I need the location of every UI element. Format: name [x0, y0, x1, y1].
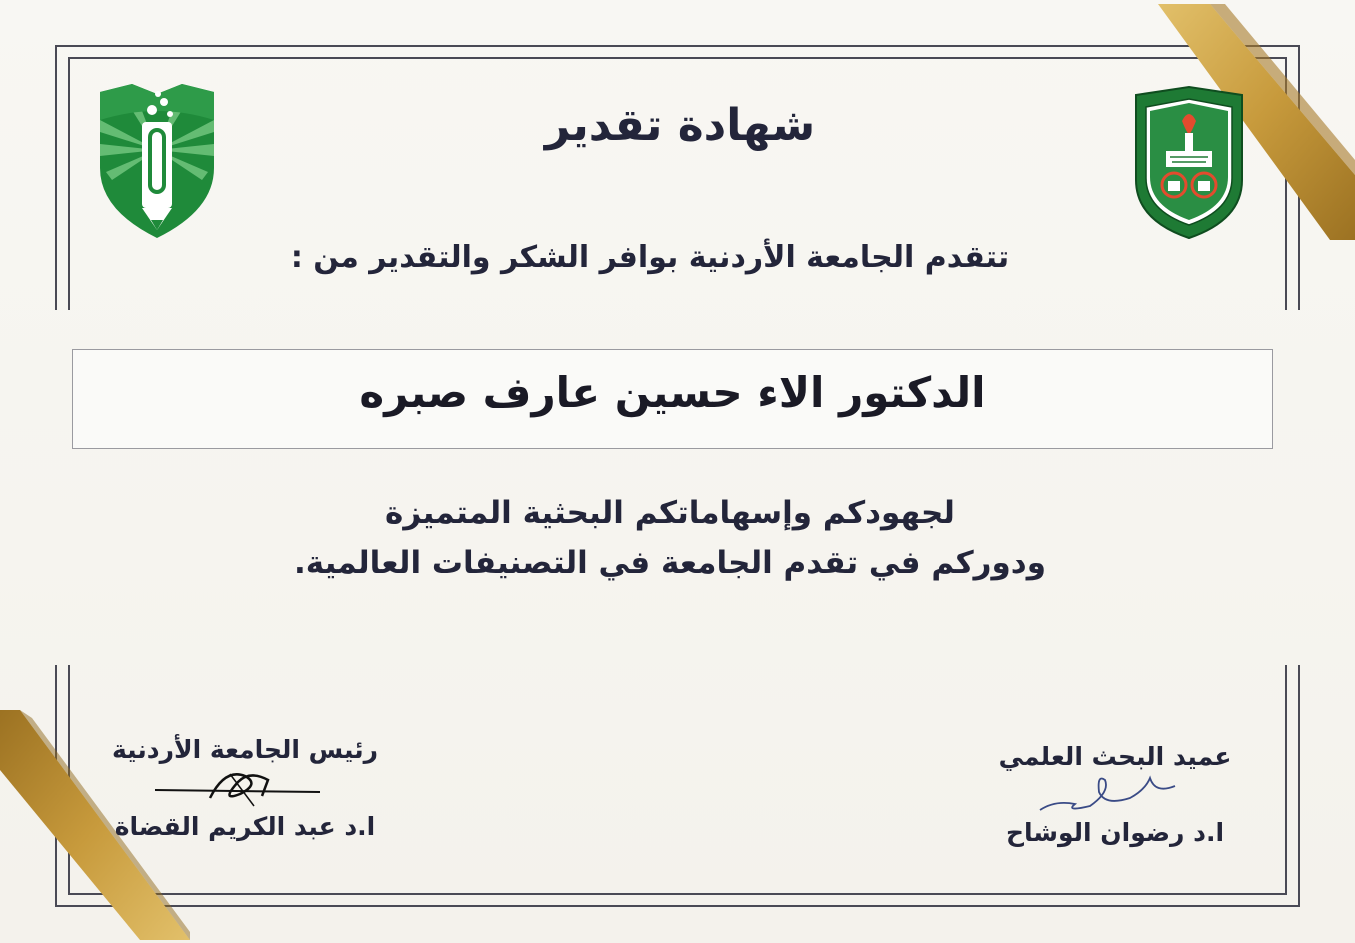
recipient-box [72, 349, 1273, 449]
border-line-left-upper-inner [68, 57, 70, 310]
left-signature [150, 762, 330, 812]
right-signatory-name: ا.د رضوان الوشاح [1005, 818, 1225, 847]
certificate-body-line-2: ودوركم في تقدم الجامعة في التصنيفات العالمية. [294, 545, 1046, 581]
university-of-jordan-seal-icon [1130, 85, 1248, 240]
border-line-top-inner [68, 57, 1286, 59]
border-line-bottom-inner [68, 893, 1286, 895]
science-faculty-shield-icon [92, 80, 222, 242]
right-signatory-title: عميد البحث العلمي [998, 742, 1232, 771]
certificate-title: شهادة تقدير [544, 100, 816, 151]
border-line-right-lower-inner [1285, 665, 1287, 895]
recipient-name: الدكتور الاء حسين عارف صبره [359, 368, 986, 417]
certificate-intro: تتقدم الجامعة الأردنية بوافر الشكر والتقدير من : [290, 240, 1010, 275]
border-line-left-upper-outer [55, 45, 57, 310]
left-signatory-title: رئيس الجامعة الأردنية [111, 735, 378, 764]
border-line-bottom-outer [55, 905, 1300, 907]
border-line-top-outer [55, 45, 1300, 47]
certificate-body-line-1: لجهودكم وإسهاماتكم البحثية المتميزة [385, 495, 955, 531]
border-line-right-lower-outer [1298, 665, 1300, 907]
right-signature [1035, 772, 1185, 817]
left-signatory-name: ا.د عبد الكريم القضاة [114, 812, 376, 841]
